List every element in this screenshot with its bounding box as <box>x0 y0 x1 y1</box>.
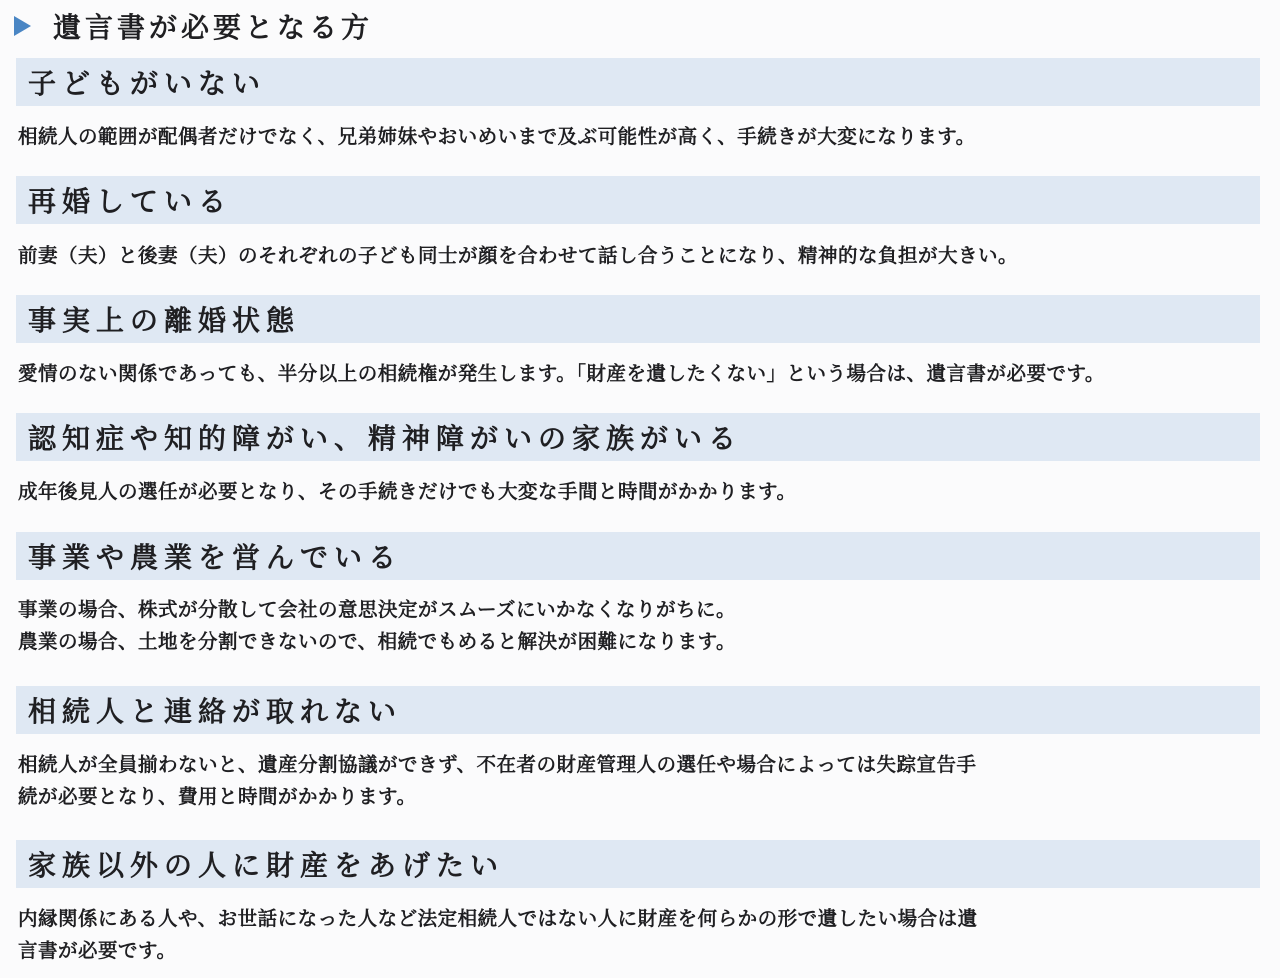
section-body-line: 言書が必要です。 <box>18 939 177 962</box>
section-heading: 再婚している <box>28 185 233 218</box>
section-heading: 認知症や知的障がい、精神障がいの家族がいる <box>28 422 743 455</box>
section-heading-bar <box>16 413 1260 461</box>
section-body-line: 前妻（夫）と後妻（夫）のそれぞれの子ども同士が顔を合わせて話し合うことになり、精神的な負担が大きい。 <box>18 244 1019 267</box>
section-heading-bar <box>16 295 1260 343</box>
section-heading: 家族以外の人に財産をあげたい <box>28 849 505 882</box>
section-body <box>18 358 1262 390</box>
section-heading: 相続人と連絡が取れない <box>28 695 403 728</box>
section-heading-bar <box>16 840 1260 888</box>
section-body-line: 愛情のない関係であっても、半分以上の相続権が発生します。「財産を遺したくない」という場合は、遺言書が必要です。 <box>18 362 1105 385</box>
section-heading: 事業や農業を営んでいる <box>28 541 403 574</box>
section-body-line: 続が必要となり、費用と時間がかかります。 <box>18 785 417 808</box>
section-body-line: 内縁関係にある人や、お世話になった人など法定相続人ではない人に財産を何らかの形で遺したい場合は遺 <box>18 907 978 930</box>
section-heading: 事実上の離婚状態 <box>28 304 301 337</box>
page-title-row <box>14 6 373 46</box>
section-body <box>18 594 1262 658</box>
section-body-line: 相続人の範囲が配偶者だけでなく、兄弟姉妹やおいめいまで及ぶ可能性が高く、手続きが大変になります。 <box>18 125 976 148</box>
section-body <box>18 749 1262 813</box>
section-body <box>18 240 1262 272</box>
section-heading-bar <box>16 176 1260 224</box>
section-body <box>18 903 1262 967</box>
section-body-line: 農業の場合、土地を分割できないので、相続でもめると解決が困難になります。 <box>18 630 737 653</box>
section-heading-bar <box>16 58 1260 106</box>
triangle-marker-icon <box>14 16 31 36</box>
section-body <box>18 476 1262 508</box>
section-body-line: 相続人が全員揃わないと、遺産分割協議ができず、不在者の財産管理人の選任や場合によっては失踪宣告手 <box>18 753 977 776</box>
section-heading-bar <box>16 532 1260 580</box>
section-heading: 子どもがいない <box>28 67 267 100</box>
section-body <box>18 121 1262 153</box>
section-body-line: 成年後見人の選任が必要となり、その手続きだけでも大変な手間と時間がかかります。 <box>18 480 797 503</box>
section-body-line: 事業の場合、株式が分散して会社の意思決定がスムーズにいかなくなりがちに。 <box>18 598 737 621</box>
page-title: 遺言書が必要となる方 <box>53 11 374 44</box>
section-heading-bar <box>16 686 1260 734</box>
